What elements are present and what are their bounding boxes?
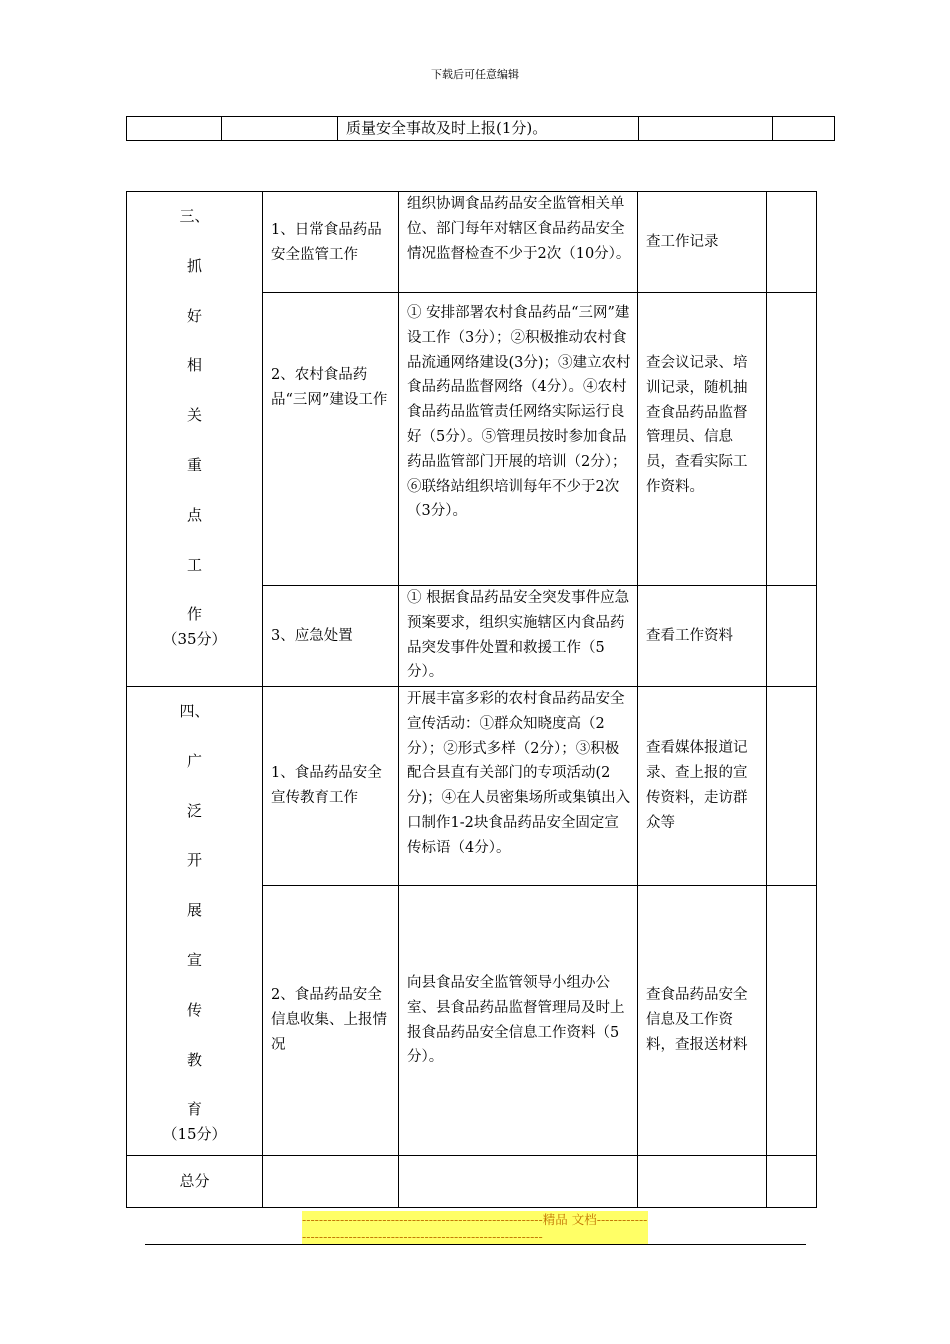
method-cell: 查看媒体报道记录、查上报的宣传资料，走访群众等 [638, 687, 767, 886]
table-cell [263, 1156, 399, 1208]
table-cell: 质量安全事故及时上报(1分)。 [338, 117, 639, 141]
table-row [127, 687, 817, 886]
table-cell [638, 1156, 767, 1208]
item-cell: 1、日常食品药品安全监管工作 [263, 192, 399, 293]
score-cell [767, 886, 817, 1156]
item-cell: 2、食品药品安全信息收集、上报情况 [263, 886, 399, 1156]
table-cell [773, 117, 835, 141]
table-cell [222, 117, 338, 141]
method-cell: 查食品药品安全信息及工作资料，查报送材料 [638, 886, 767, 1156]
table-row [127, 117, 835, 141]
method-cell: 查工作记录 [638, 192, 767, 293]
item-cell: 1、食品药品安全宣传教育工作 [263, 687, 399, 886]
standard-cell: 向县食品安全监管领导小组办公室、县食品药品监督管理局及时上报食品药品安全信息工作资料（5分）。 [399, 886, 638, 1156]
score-cell [767, 687, 817, 886]
standard-cell: 开展丰富多彩的农村食品药品安全宣传活动：①群众知晓度高（2分）；②形式多样（2分）；③积极配合县直有关部门的专项活动(2分)；④在人员密集场所或集镇出入口制作1-2块食品药品安全固定宣传标语（4分）。 [399, 687, 638, 886]
table-row [127, 1156, 817, 1208]
total-label: 总分 [127, 1156, 263, 1208]
table-cell [127, 117, 222, 141]
score-cell [767, 586, 817, 687]
header-note: 下载后可任意编辑 [431, 68, 519, 81]
item-cell: 3、应急处置 [263, 586, 399, 687]
footer-watermark: ---------------------------------------------------------精品 文档--------------------------------------------------------------------- [302, 1212, 648, 1244]
standard-cell: 组织协调食品药品安全监管相关单位、部门每年对辖区食品药品安全情况监督检查不少于2次（10分）。 [399, 192, 638, 293]
standard-cell: ① 安排部署农村食品药品“三网”建设工作（3分）；②积极推动农村食品流通网络建设(3分)；③建立农村食品药品监督网络（4分）。④农村食品药品监管责任网络实际运行良好（5分）。⑤管理员按时参加食品药品监管部门开展的培训（2分）；⑥联络站组织培训每年不少于2次（3分）。 [399, 293, 638, 586]
section-3-category: 三、 抓 好 相 关 重 点 工 作 （35分） [127, 192, 263, 687]
score-cell [767, 293, 817, 586]
item-cell: 2、农村食品药品“三网”建设工作 [263, 293, 399, 586]
table-cell [767, 1156, 817, 1208]
table-row [127, 192, 817, 293]
top-table-fragment [126, 116, 835, 141]
evaluation-table [126, 191, 817, 1208]
score-cell [767, 192, 817, 293]
section-4-category: 四、 广 泛 开 展 宣 传 教 育 （15分） [127, 687, 263, 1156]
table-cell [639, 117, 773, 141]
standard-cell: ① 根据食品药品安全突发事件应急预案要求，组织实施辖区内食品药品突发事件处置和救援工作（5分）。 [399, 586, 638, 687]
method-cell: 查看工作资料 [638, 586, 767, 687]
table-cell [399, 1156, 638, 1208]
method-cell: 查会议记录、培训记录，随机抽查食品药品监督管理员、信息员，查看实际工作资料。 [638, 293, 767, 586]
footer-divider [145, 1244, 806, 1245]
